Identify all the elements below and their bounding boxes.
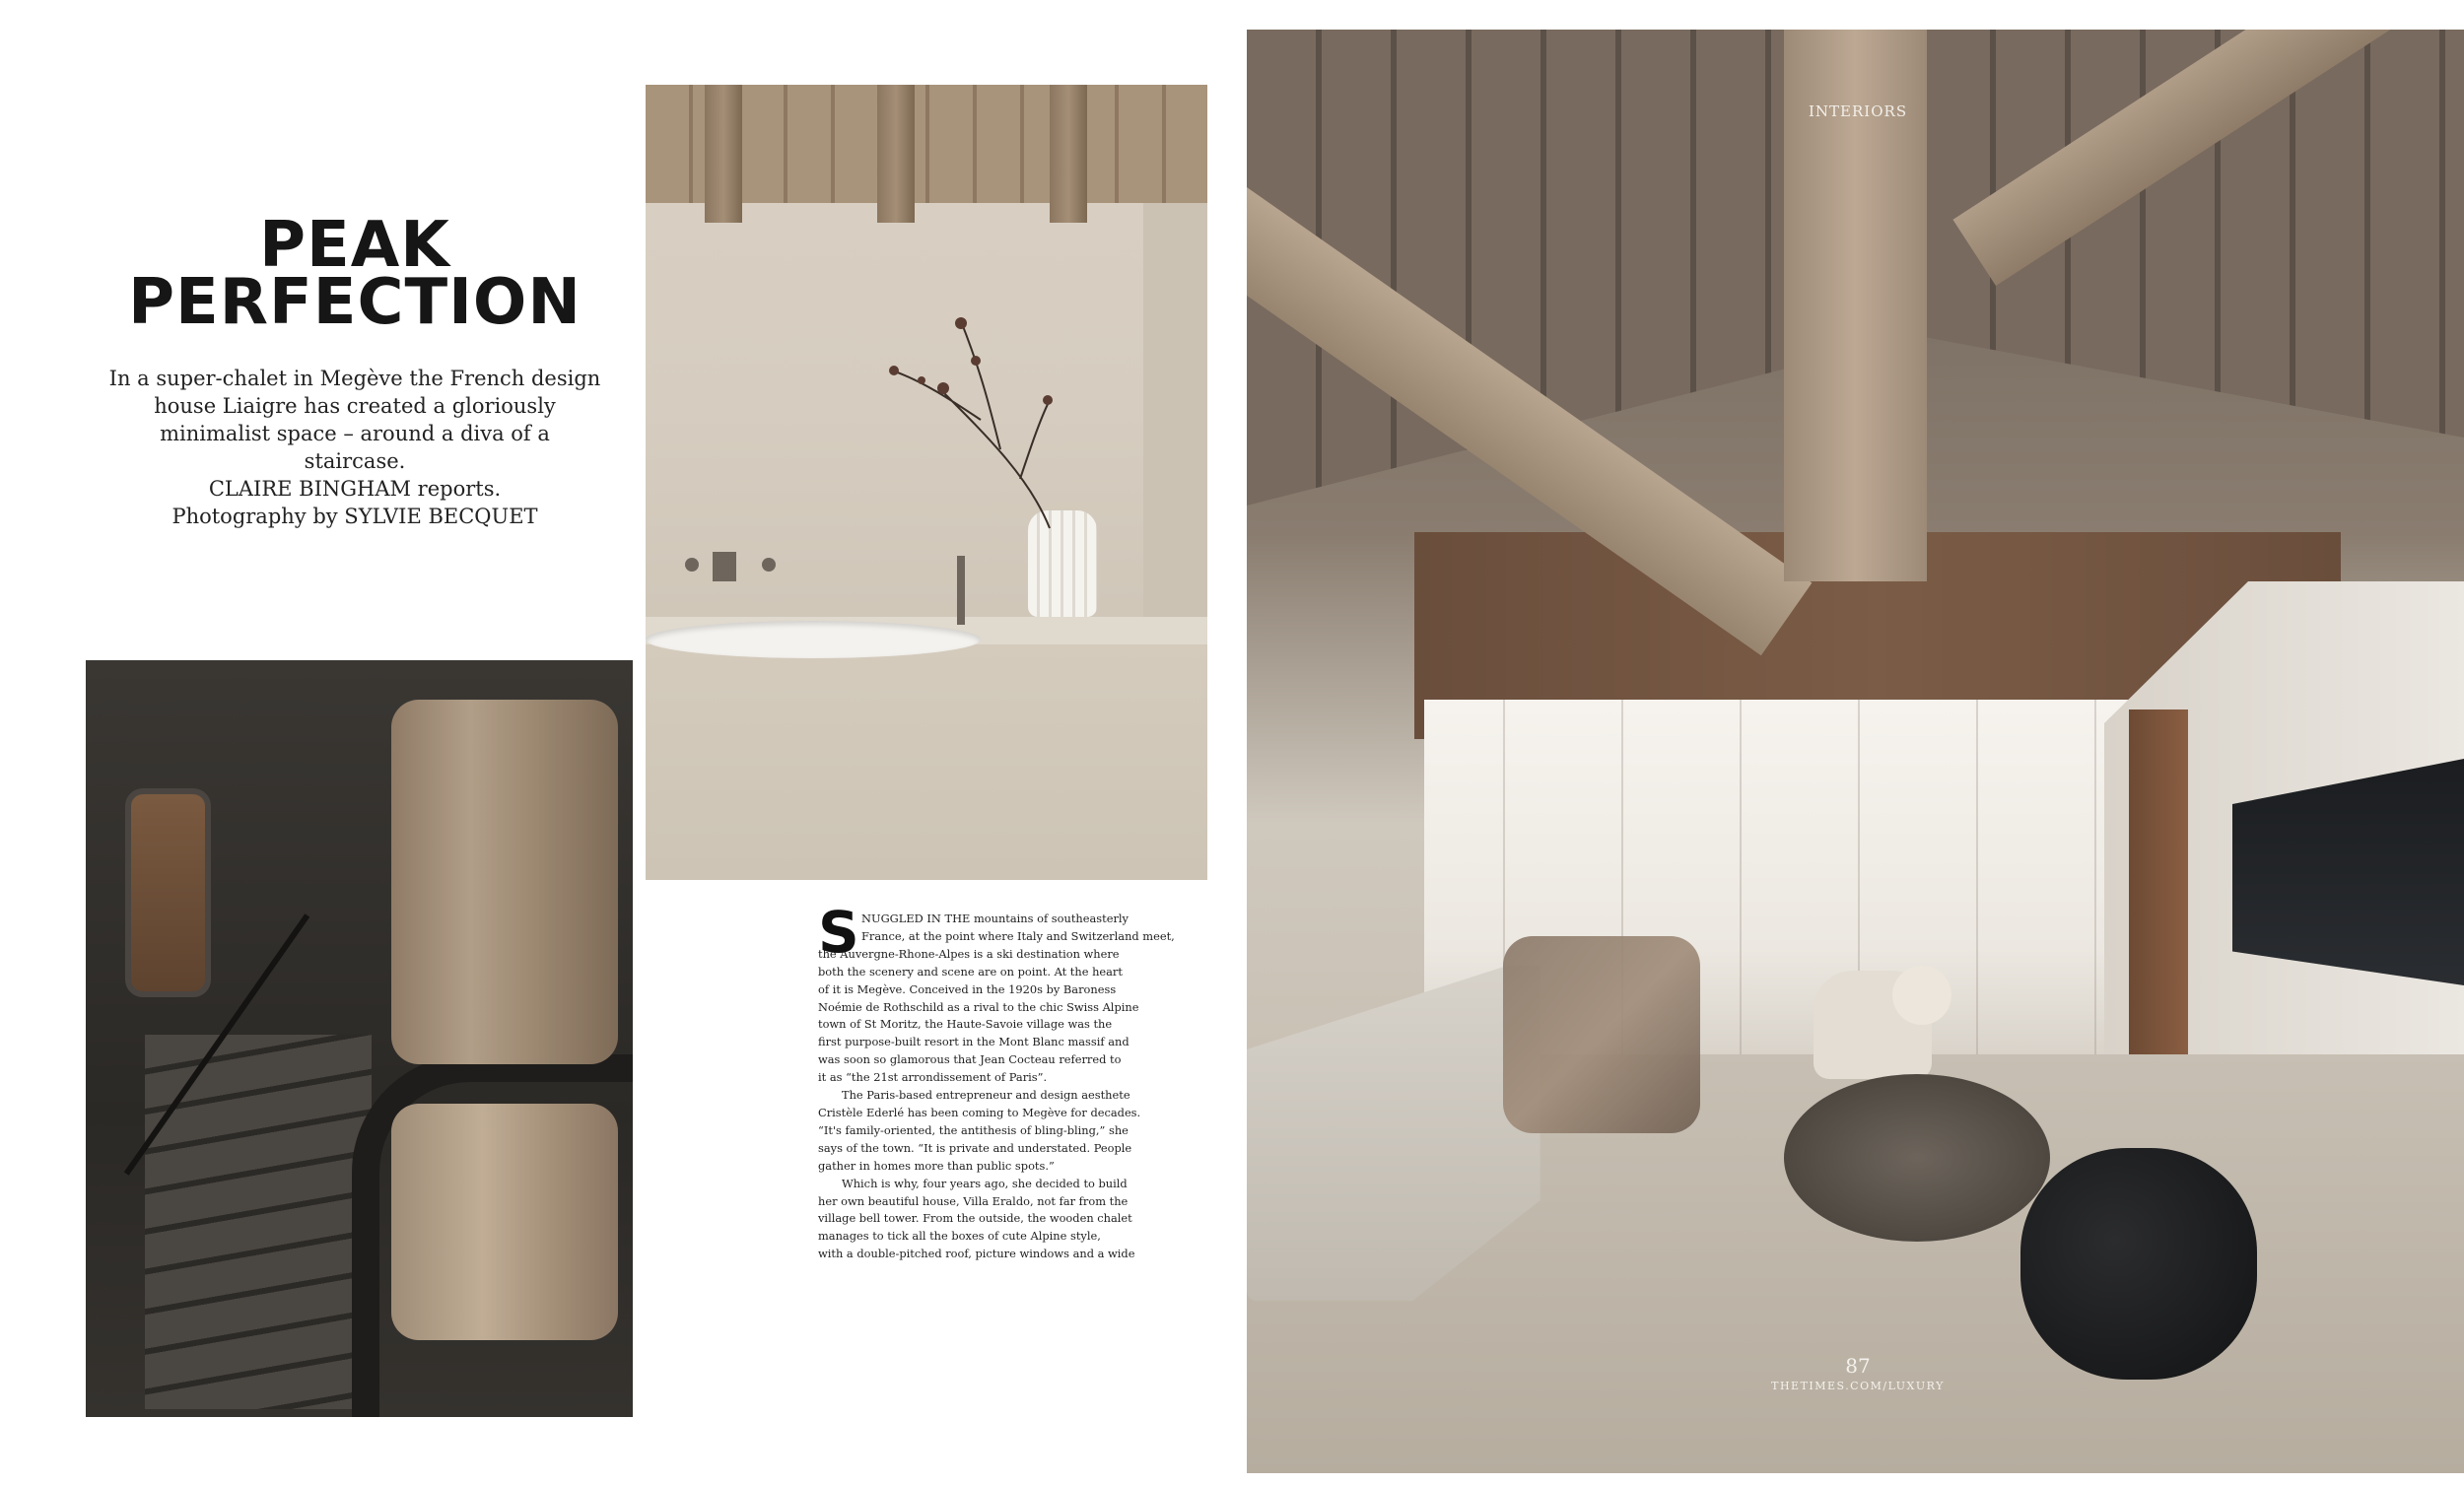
wooden-pillar bbox=[391, 700, 618, 1064]
section-label: INTERIORS bbox=[1809, 102, 1908, 120]
body-line: the Auvergne-Rhone-Alpes is a ski destination where bbox=[818, 946, 1120, 961]
standfirst bbox=[108, 365, 601, 530]
page-number: 87 bbox=[1845, 1354, 1871, 1378]
coral-ornament bbox=[1892, 966, 1951, 1025]
body-line: of it is Megève. Conceived in the 1920s by Baroness bbox=[818, 981, 1117, 996]
body-line: NUGGLED IN THE mountains of southeasterly bbox=[861, 912, 1129, 925]
wooden-block bbox=[391, 1104, 618, 1340]
tap-mixer bbox=[713, 552, 736, 581]
staircase-window bbox=[125, 788, 211, 997]
tap-handle bbox=[685, 558, 699, 572]
body-line: Noémie de Rothschild as a rival to the chic Swiss Alpine bbox=[818, 999, 1139, 1014]
standfirst-line: CLAIRE BINGHAM reports. bbox=[208, 477, 502, 501]
tap-spout bbox=[957, 556, 965, 625]
fur-throw bbox=[1503, 936, 1700, 1133]
body-line: gather in homes more than public spots.” bbox=[818, 1158, 1055, 1173]
body-line: Cristèle Ederlé has been coming to Megève for decades. bbox=[818, 1105, 1141, 1119]
body-line: The Paris-based entrepreneur and design aesthete bbox=[842, 1088, 1130, 1103]
curtain-fold bbox=[1740, 700, 1742, 1054]
dried-branch bbox=[882, 302, 1060, 538]
standfirst-line: Photography by SYLVIE BECQUET bbox=[171, 505, 538, 528]
standfirst-line: minimalist space – around a diva of a staircase. bbox=[160, 422, 550, 473]
body-line: village bell tower. From the outside, the wooden chalet bbox=[818, 1211, 1132, 1226]
ceiling-beam bbox=[877, 85, 915, 223]
tap-handle bbox=[762, 558, 776, 572]
body-line: with a double-pitched roof, picture windows and a wide bbox=[818, 1247, 1135, 1261]
ceiling-beam bbox=[1050, 85, 1087, 223]
body-line: Which is why, four years ago, she decided to build bbox=[842, 1176, 1128, 1190]
staircase-photo bbox=[86, 660, 633, 1417]
ceiling-beam bbox=[705, 85, 742, 223]
staircase-steps bbox=[145, 1035, 372, 1409]
body-line: town of St Moritz, the Haute-Savoie village was the bbox=[818, 1017, 1113, 1032]
headline bbox=[99, 209, 611, 339]
site-url: THETIMES.COM/LUXURY bbox=[1771, 1380, 1945, 1392]
body-line: was soon so glamorous that Jean Cocteau referred to bbox=[818, 1052, 1122, 1067]
curtain-fold bbox=[2094, 700, 2096, 1054]
standfirst-line: house Liaigre has created a gloriously bbox=[154, 394, 556, 418]
body-line: says of the town. “It is private and understated. People bbox=[818, 1140, 1132, 1155]
headline-line-1: PEAK bbox=[259, 209, 450, 282]
body-line: it as “the 21st arrondissement of Paris”. bbox=[818, 1070, 1048, 1085]
body-line: her own beautiful house, Villa Eraldo, not far from the bbox=[818, 1193, 1129, 1208]
living-room-photo bbox=[1247, 30, 2464, 1473]
coffee-table bbox=[1784, 1074, 2050, 1242]
drop-cap: S bbox=[818, 899, 859, 966]
carved-stool bbox=[2020, 1148, 2257, 1380]
body-line: France, at the point where Italy and Switzerland meet, bbox=[861, 928, 1175, 943]
bathroom-photo bbox=[646, 85, 1207, 880]
body-line: both the scenery and scene are on point. At the heart bbox=[818, 964, 1123, 979]
bathtub bbox=[646, 621, 981, 658]
bathroom-stone-block bbox=[646, 644, 1207, 880]
body-line: manages to tick all the boxes of cute Alpine style, bbox=[818, 1229, 1101, 1244]
wooden-door bbox=[2129, 709, 2188, 1094]
body-line: “It's family-oriented, the antithesis of bling-bling,” she bbox=[818, 1122, 1129, 1137]
article-body bbox=[818, 899, 1175, 1263]
standfirst-line: In a super-chalet in Megève the French design bbox=[108, 367, 601, 390]
curtain-fold bbox=[1976, 700, 1978, 1054]
headline-line-2: PERFECTION bbox=[128, 266, 582, 339]
body-line: first purpose-built resort in the Mont Blanc massif and bbox=[818, 1035, 1129, 1049]
